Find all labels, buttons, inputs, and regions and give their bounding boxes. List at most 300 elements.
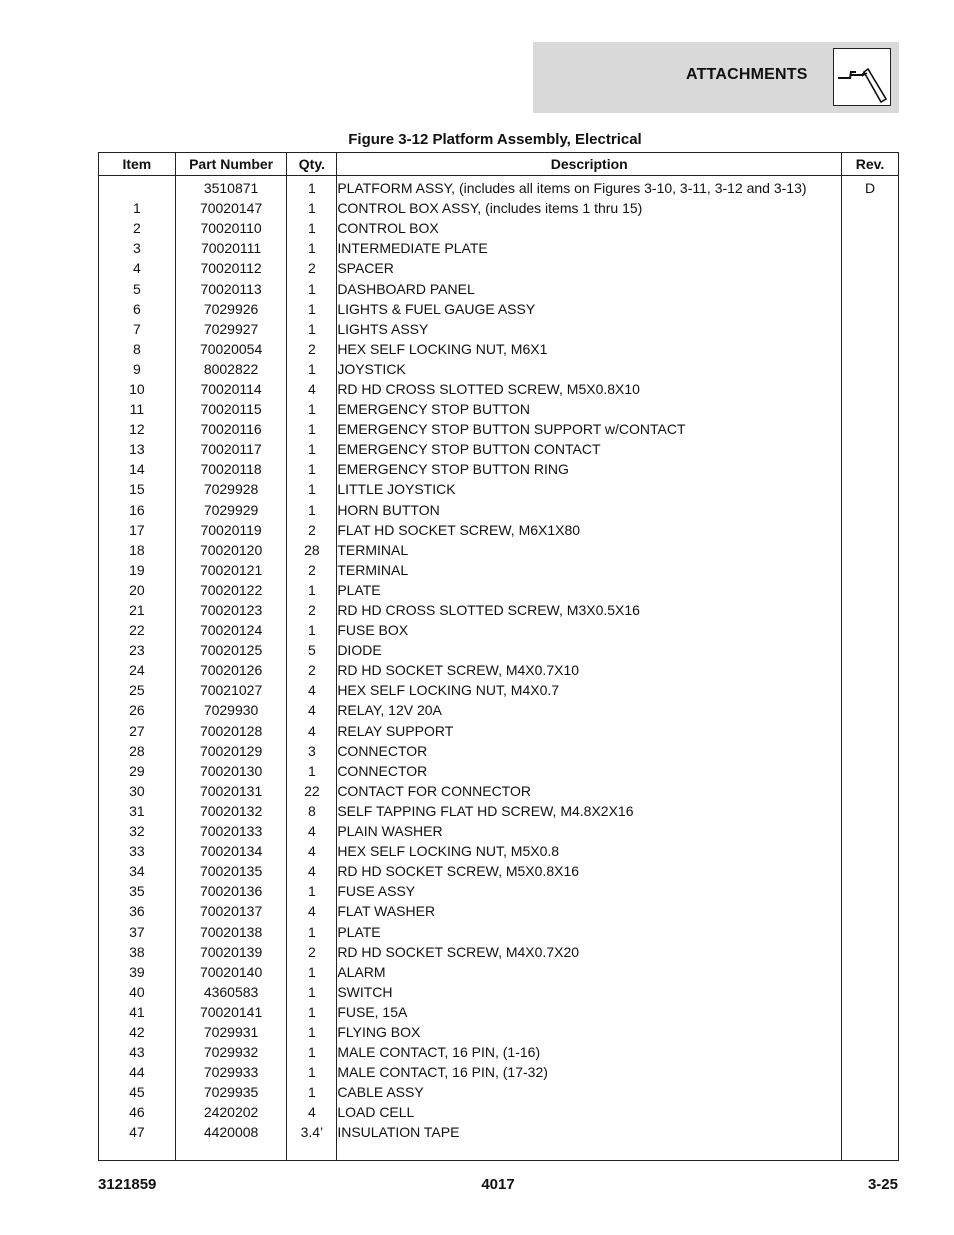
cell-part-number: 70020123 (175, 600, 287, 620)
cell-qty: 1 (287, 359, 337, 379)
cell-rev (842, 299, 899, 319)
cell-description: DASHBOARD PANEL (337, 278, 842, 298)
cell-description: RELAY, 12V 20A (337, 700, 842, 720)
cell-item: 39 (99, 962, 176, 982)
cell-qty: 1 (287, 299, 337, 319)
cell-item: 19 (99, 560, 176, 580)
cell-item: 34 (99, 861, 176, 881)
cell-part-number: 70021027 (175, 680, 287, 700)
table-row (99, 238, 899, 258)
filler-cell (842, 1143, 899, 1161)
cell-rev (842, 761, 899, 781)
cell-qty: 1 (287, 238, 337, 258)
cell-part-number: 70020138 (175, 921, 287, 941)
cell-qty: 28 (287, 540, 337, 560)
cell-description: INTERMEDIATE PLATE (337, 238, 842, 258)
cell-description: EMERGENCY STOP BUTTON SUPPORT w/CONTACT (337, 419, 842, 439)
cell-part-number: 70020119 (175, 520, 287, 540)
table-row (99, 1002, 899, 1022)
table-filler-row (99, 1143, 899, 1161)
cell-description: RD HD CROSS SLOTTED SCREW, M5X0.8X10 (337, 379, 842, 399)
table-row (99, 982, 899, 1002)
table-row (99, 339, 899, 359)
cell-qty: 4 (287, 821, 337, 841)
cell-part-number: 70020125 (175, 640, 287, 660)
filler-cell (99, 1143, 176, 1161)
cell-rev (842, 500, 899, 520)
cell-qty: 2 (287, 520, 337, 540)
column-header-item: Item (99, 153, 176, 176)
cell-description: FUSE, 15A (337, 1002, 842, 1022)
cell-qty: 2 (287, 258, 337, 278)
table-row (99, 660, 899, 680)
cell-rev (842, 721, 899, 741)
cell-item: 44 (99, 1062, 176, 1082)
cell-qty: 1 (287, 500, 337, 520)
column-header-description: Description (337, 153, 842, 176)
cell-rev (842, 680, 899, 700)
table-row (99, 218, 899, 238)
cell-item: 31 (99, 801, 176, 821)
cell-qty: 2 (287, 560, 337, 580)
table-row (99, 580, 899, 600)
cell-qty: 4 (287, 700, 337, 720)
cell-description: RD HD CROSS SLOTTED SCREW, M3X0.5X16 (337, 600, 842, 620)
table-row (99, 359, 899, 379)
table-row (99, 721, 899, 741)
table-row (99, 419, 899, 439)
cell-description: SPACER (337, 258, 842, 278)
cell-item: 21 (99, 600, 176, 620)
cell-part-number: 70020139 (175, 942, 287, 962)
cell-qty: 1 (287, 580, 337, 600)
cell-rev (842, 921, 899, 941)
cell-description: FUSE ASSY (337, 881, 842, 901)
cell-part-number: 3510871 (175, 176, 287, 199)
cell-rev (842, 801, 899, 821)
figure-title: Figure 3-12 Platform Assembly, Electrical (348, 131, 642, 148)
cell-part-number: 70020136 (175, 881, 287, 901)
cell-description: FLYING BOX (337, 1022, 842, 1042)
cell-description: EMERGENCY STOP BUTTON RING (337, 459, 842, 479)
column-header-qty: Qty. (287, 153, 337, 176)
cell-qty: 4 (287, 379, 337, 399)
cell-description: MALE CONTACT, 16 PIN, (1-16) (337, 1042, 842, 1062)
cell-rev (842, 580, 899, 600)
table-row (99, 620, 899, 640)
cell-item: 9 (99, 359, 176, 379)
cell-part-number: 70020137 (175, 901, 287, 921)
section-header (533, 42, 899, 113)
section-title: ATTACHMENTS (686, 66, 808, 83)
cell-description: CONTACT FOR CONNECTOR (337, 781, 842, 801)
table-row (99, 1062, 899, 1082)
cell-qty: 1 (287, 921, 337, 941)
cell-item: 33 (99, 841, 176, 861)
cell-part-number: 7029927 (175, 319, 287, 339)
cell-qty: 1 (287, 198, 337, 218)
cell-rev (842, 399, 899, 419)
cell-description: RD HD SOCKET SCREW, M4X0.7X20 (337, 942, 842, 962)
cell-rev (842, 1022, 899, 1042)
cell-part-number: 70020111 (175, 238, 287, 258)
table-row (99, 680, 899, 700)
cell-qty: 2 (287, 942, 337, 962)
cell-qty: 4 (287, 721, 337, 741)
cell-rev (842, 459, 899, 479)
cell-part-number: 70020120 (175, 540, 287, 560)
cell-description: PLATFORM ASSY, (includes all items on Figures 3-10, 3-11, 3-12 and 3-13) (337, 176, 842, 199)
cell-rev (842, 781, 899, 801)
cell-item: 1 (99, 198, 176, 218)
table-row (99, 1102, 899, 1122)
cell-qty: 4 (287, 901, 337, 921)
cell-part-number: 70020132 (175, 801, 287, 821)
cell-item: 22 (99, 620, 176, 640)
cell-part-number: 7029929 (175, 500, 287, 520)
cell-item: 15 (99, 479, 176, 499)
cell-part-number: 70020110 (175, 218, 287, 238)
cell-description: LITTLE JOYSTICK (337, 479, 842, 499)
table-row (99, 861, 899, 881)
cell-rev (842, 560, 899, 580)
cell-rev (842, 640, 899, 660)
table-row (99, 500, 899, 520)
cell-qty: 1 (287, 620, 337, 640)
cell-part-number: 70020130 (175, 761, 287, 781)
cell-item: 14 (99, 459, 176, 479)
cell-part-number: 7029931 (175, 1022, 287, 1042)
cell-item: 41 (99, 1002, 176, 1022)
cell-rev (842, 359, 899, 379)
cell-part-number: 4360583 (175, 982, 287, 1002)
footer-publication-number: 3121859 (98, 1176, 157, 1193)
cell-qty: 4 (287, 680, 337, 700)
cell-description: LIGHTS & FUEL GAUGE ASSY (337, 299, 842, 319)
cell-description: RELAY SUPPORT (337, 721, 842, 741)
cell-qty: 1 (287, 1002, 337, 1022)
cell-item: 20 (99, 580, 176, 600)
cell-part-number: 70020117 (175, 439, 287, 459)
cell-part-number: 7029935 (175, 1082, 287, 1102)
cell-part-number: 7029933 (175, 1062, 287, 1082)
cell-item: 11 (99, 399, 176, 419)
cell-rev (842, 258, 899, 278)
cell-description: PLAIN WASHER (337, 821, 842, 841)
cell-qty: 2 (287, 600, 337, 620)
cell-part-number: 70020116 (175, 419, 287, 439)
cell-rev (842, 1002, 899, 1022)
table-row (99, 299, 899, 319)
cell-part-number: 70020133 (175, 821, 287, 841)
cell-description: JOYSTICK (337, 359, 842, 379)
table-row (99, 741, 899, 761)
cell-rev (842, 439, 899, 459)
cell-qty: 1 (287, 176, 337, 199)
cell-rev (842, 540, 899, 560)
filler-cell (175, 1143, 287, 1161)
cell-item: 3 (99, 238, 176, 258)
cell-rev (842, 198, 899, 218)
cell-item: 43 (99, 1042, 176, 1062)
cell-item: 30 (99, 781, 176, 801)
cell-item: 42 (99, 1022, 176, 1042)
cell-qty: 1 (287, 459, 337, 479)
cell-rev (842, 379, 899, 399)
table-row (99, 600, 899, 620)
cell-description: DIODE (337, 640, 842, 660)
cell-rev (842, 238, 899, 258)
cell-description: CONNECTOR (337, 761, 842, 781)
cell-item: 27 (99, 721, 176, 741)
cell-qty: 2 (287, 339, 337, 359)
cell-description: HEX SELF LOCKING NUT, M4X0.7 (337, 680, 842, 700)
cell-qty: 22 (287, 781, 337, 801)
cell-part-number: 70020135 (175, 861, 287, 881)
cell-item: 8 (99, 339, 176, 359)
table-row (99, 962, 899, 982)
cell-description: RD HD SOCKET SCREW, M4X0.7X10 (337, 660, 842, 680)
table-row (99, 881, 899, 901)
cell-part-number: 70020128 (175, 721, 287, 741)
cell-item (99, 176, 176, 199)
cell-item: 28 (99, 741, 176, 761)
cell-part-number: 7029926 (175, 299, 287, 319)
cell-part-number: 2420202 (175, 1102, 287, 1122)
cell-description: PLATE (337, 580, 842, 600)
cell-rev (842, 218, 899, 238)
cell-item: 36 (99, 901, 176, 921)
cell-part-number: 70020121 (175, 560, 287, 580)
cell-rev (842, 620, 899, 640)
table-row (99, 901, 899, 921)
cell-description: CONTROL BOX (337, 218, 842, 238)
cell-description: SELF TAPPING FLAT HD SCREW, M4.8X2X16 (337, 801, 842, 821)
cell-rev (842, 1082, 899, 1102)
cell-description: EMERGENCY STOP BUTTON (337, 399, 842, 419)
cell-rev (842, 319, 899, 339)
cell-rev (842, 339, 899, 359)
cell-qty: 1 (287, 439, 337, 459)
table-row (99, 520, 899, 540)
cell-item: 18 (99, 540, 176, 560)
parts-table (98, 152, 899, 1161)
cell-item: 12 (99, 419, 176, 439)
cell-description: EMERGENCY STOP BUTTON CONTACT (337, 439, 842, 459)
cell-item: 10 (99, 379, 176, 399)
cell-description: HEX SELF LOCKING NUT, M6X1 (337, 339, 842, 359)
cell-description: FLAT HD SOCKET SCREW, M6X1X80 (337, 520, 842, 540)
cell-qty: 8 (287, 801, 337, 821)
cell-item: 16 (99, 500, 176, 520)
cell-part-number: 4420008 (175, 1122, 287, 1142)
cell-item: 37 (99, 921, 176, 941)
cell-part-number: 7029930 (175, 700, 287, 720)
column-header-part-number: Part Number (175, 153, 287, 176)
cell-item: 47 (99, 1122, 176, 1142)
cell-rev (842, 1102, 899, 1122)
cell-rev (842, 520, 899, 540)
table-row (99, 942, 899, 962)
cell-qty: 1 (287, 319, 337, 339)
table-row (99, 921, 899, 941)
footer-page-number: 3-25 (867, 1176, 898, 1193)
cell-item: 45 (99, 1082, 176, 1102)
cell-description: HORN BUTTON (337, 500, 842, 520)
table-row (99, 700, 899, 720)
cell-item: 26 (99, 700, 176, 720)
table-row (99, 379, 899, 399)
cell-part-number: 70020115 (175, 399, 287, 419)
cell-part-number: 70020140 (175, 962, 287, 982)
table-row (99, 781, 899, 801)
cell-part-number: 70020124 (175, 620, 287, 640)
cell-part-number: 70020054 (175, 339, 287, 359)
cell-part-number: 70020126 (175, 660, 287, 680)
cell-qty: 1 (287, 1042, 337, 1062)
cell-part-number: 70020122 (175, 580, 287, 600)
cell-part-number: 8002822 (175, 359, 287, 379)
cell-item: 40 (99, 982, 176, 1002)
cell-description: SWITCH (337, 982, 842, 1002)
table-row (99, 479, 899, 499)
cell-rev (842, 942, 899, 962)
cell-rev (842, 278, 899, 298)
cell-description: RD HD SOCKET SCREW, M5X0.8X16 (337, 861, 842, 881)
cell-description: PLATE (337, 921, 842, 941)
cell-item: 4 (99, 258, 176, 278)
cell-rev (842, 741, 899, 761)
cell-description: FLAT WASHER (337, 901, 842, 921)
cell-qty: 1 (287, 399, 337, 419)
table-row (99, 399, 899, 419)
table-row (99, 540, 899, 560)
cell-rev (842, 1122, 899, 1142)
footer-model: 4017 (481, 1176, 515, 1193)
cell-rev (842, 660, 899, 680)
cell-qty: 3.4’ (287, 1122, 337, 1142)
cell-qty: 5 (287, 640, 337, 660)
cell-qty: 1 (287, 1082, 337, 1102)
cell-item: 24 (99, 660, 176, 680)
cell-rev (842, 600, 899, 620)
cell-rev (842, 1042, 899, 1062)
cell-qty: 1 (287, 1022, 337, 1042)
column-header-rev: Rev. (842, 153, 899, 176)
cell-part-number: 7029928 (175, 479, 287, 499)
cell-part-number: 70020131 (175, 781, 287, 801)
table-row (99, 439, 899, 459)
cell-item: 5 (99, 278, 176, 298)
cell-part-number: 70020113 (175, 278, 287, 298)
filler-cell (287, 1143, 337, 1161)
cell-description: ALARM (337, 962, 842, 982)
welding-torch-icon (833, 48, 891, 106)
cell-rev (842, 881, 899, 901)
cell-qty: 3 (287, 741, 337, 761)
cell-part-number: 70020114 (175, 379, 287, 399)
cell-qty: 1 (287, 881, 337, 901)
cell-part-number: 70020147 (175, 198, 287, 218)
cell-description: HEX SELF LOCKING NUT, M5X0.8 (337, 841, 842, 861)
cell-rev (842, 419, 899, 439)
table-row (99, 459, 899, 479)
cell-description: TERMINAL (337, 540, 842, 560)
cell-qty: 1 (287, 218, 337, 238)
table-row (99, 1042, 899, 1062)
cell-qty: 4 (287, 841, 337, 861)
cell-qty: 2 (287, 660, 337, 680)
table-row (99, 1022, 899, 1042)
cell-qty: 4 (287, 861, 337, 881)
cell-qty: 1 (287, 962, 337, 982)
cell-item: 7 (99, 319, 176, 339)
cell-qty: 1 (287, 479, 337, 499)
cell-item: 13 (99, 439, 176, 459)
cell-item: 35 (99, 881, 176, 901)
cell-item: 2 (99, 218, 176, 238)
table-row (99, 801, 899, 821)
cell-rev (842, 700, 899, 720)
cell-item: 17 (99, 520, 176, 540)
filler-cell (337, 1143, 842, 1161)
cell-qty: 1 (287, 761, 337, 781)
cell-qty: 1 (287, 1062, 337, 1082)
cell-rev (842, 479, 899, 499)
cell-part-number: 70020134 (175, 841, 287, 861)
cell-rev (842, 821, 899, 841)
cell-part-number: 7029932 (175, 1042, 287, 1062)
cell-description: MALE CONTACT, 16 PIN, (17-32) (337, 1062, 842, 1082)
table-row (99, 640, 899, 660)
table-row (99, 1122, 899, 1142)
table-row (99, 1082, 899, 1102)
cell-item: 23 (99, 640, 176, 660)
cell-item: 6 (99, 299, 176, 319)
table-row (99, 258, 899, 278)
table-row (99, 821, 899, 841)
cell-qty: 1 (287, 278, 337, 298)
cell-description: FUSE BOX (337, 620, 842, 640)
cell-rev (842, 841, 899, 861)
cell-part-number: 70020141 (175, 1002, 287, 1022)
cell-rev: D (842, 176, 899, 199)
table-header-row (99, 153, 899, 176)
cell-item: 25 (99, 680, 176, 700)
table-row (99, 761, 899, 781)
cell-rev (842, 901, 899, 921)
cell-description: INSULATION TAPE (337, 1122, 842, 1142)
cell-qty: 1 (287, 982, 337, 1002)
cell-description: TERMINAL (337, 560, 842, 580)
cell-rev (842, 861, 899, 881)
cell-description: LOAD CELL (337, 1102, 842, 1122)
cell-qty: 1 (287, 419, 337, 439)
cell-part-number: 70020118 (175, 459, 287, 479)
cell-part-number: 70020112 (175, 258, 287, 278)
table-row (99, 560, 899, 580)
cell-qty: 4 (287, 1102, 337, 1122)
table-row (99, 176, 899, 199)
cell-item: 29 (99, 761, 176, 781)
cell-description: CONNECTOR (337, 741, 842, 761)
cell-item: 46 (99, 1102, 176, 1122)
table-row (99, 278, 899, 298)
table-row (99, 841, 899, 861)
cell-rev (842, 982, 899, 1002)
cell-rev (842, 1062, 899, 1082)
cell-item: 32 (99, 821, 176, 841)
